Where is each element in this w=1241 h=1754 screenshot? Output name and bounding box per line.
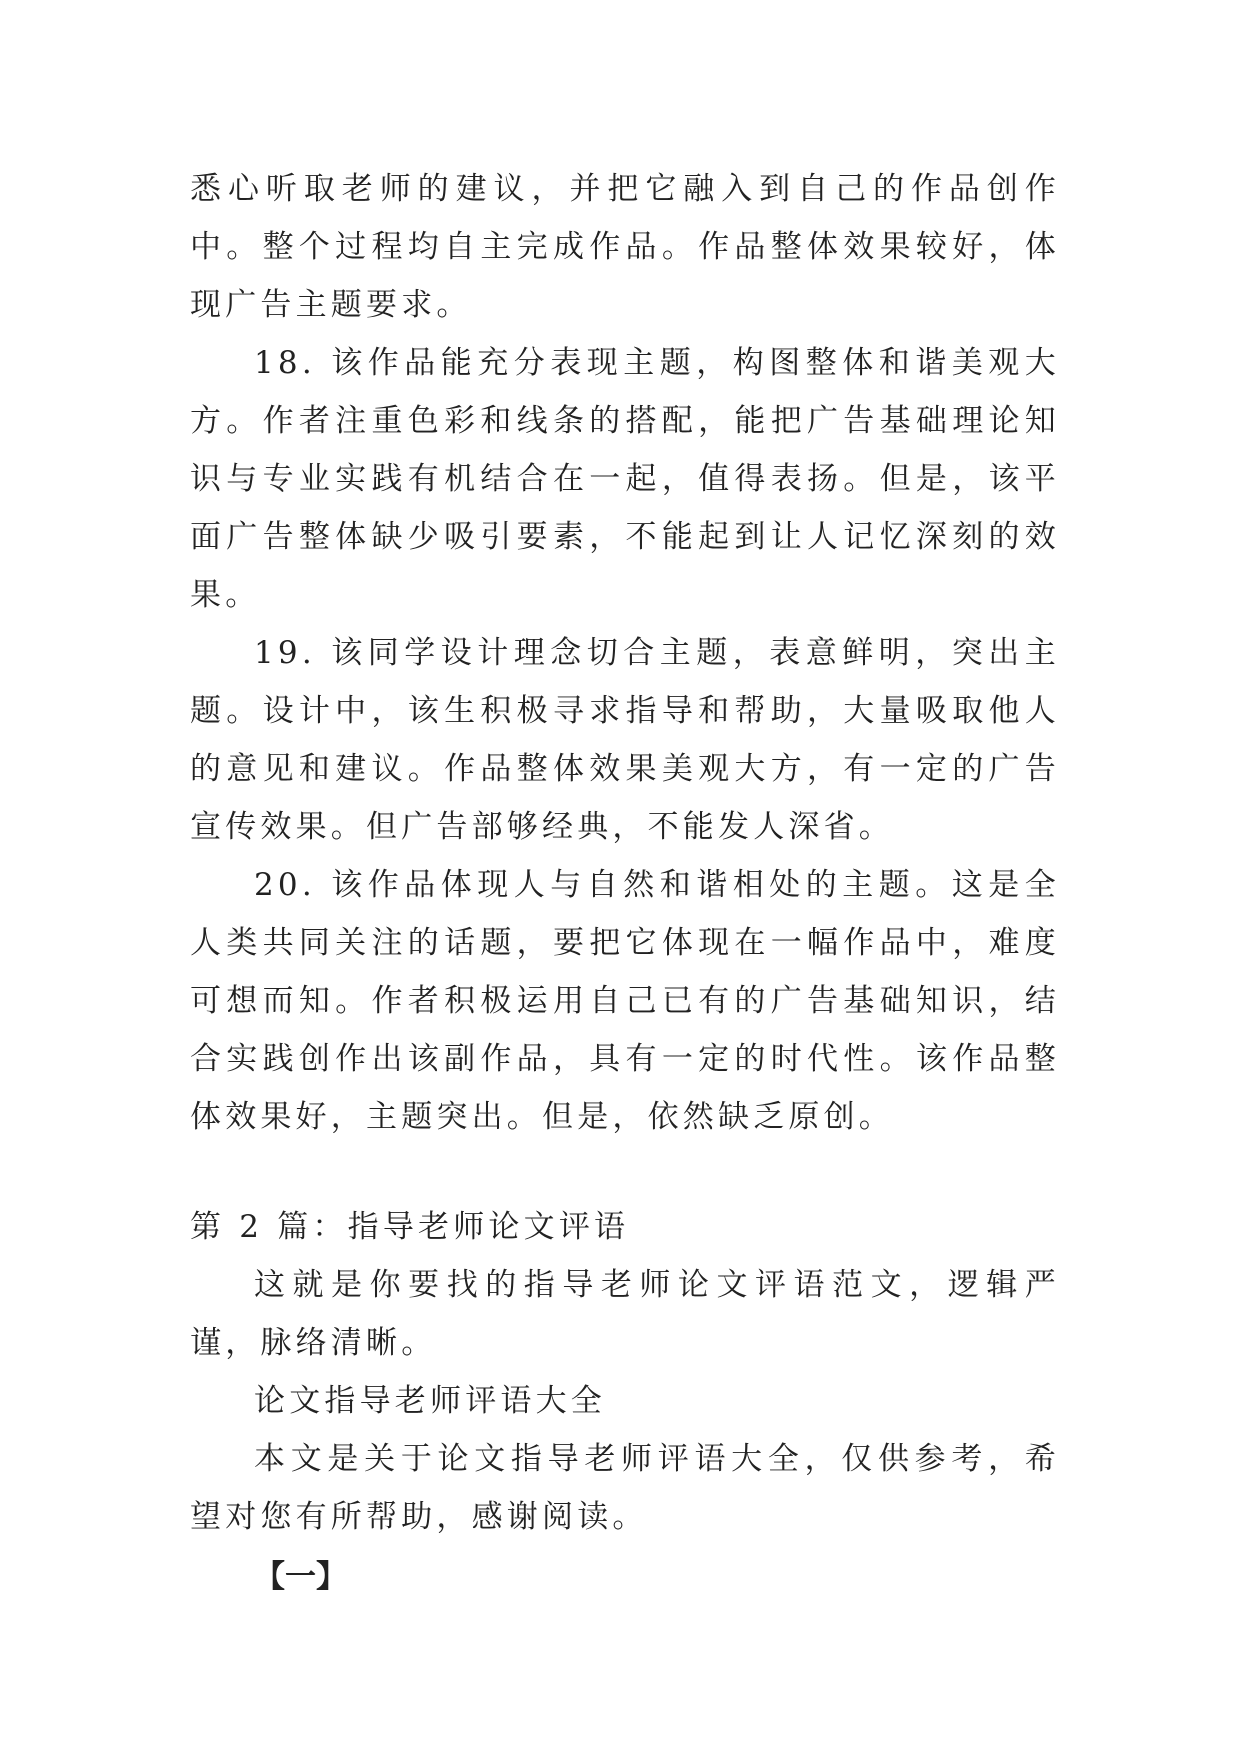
section-subtitle: 论文指导老师评语大全 [254,1383,606,1419]
section-intro-paragraph: 这就是你要找的指导老师论文评语范文，逻辑严谨，脉络清晰。 [190,1267,1060,1361]
paragraph-continued: 悉心听取老师的建议，并把它融入到自己的作品创作中。整个过程均自主完成作品。作品整体效果较好，体现广告主题要求。 [190,171,1060,323]
paragraph-item-19: 19. 该同学设计理念切合主题，表意鲜明，突出主题。设计中，该生积极寻求指导和帮助，大量吸取他人的意见和建议。作品整体效果美观大方，有一定的广告宣传效果。但广告部够经典，不能发人深省。 [190,635,1060,845]
paragraph-item-20: 20. 该作品体现人与自然和谐相处的主题。这是全人类共同关注的话题，要把它体现在一幅作品中，难度可想而知。作者积极运用自己已有的广告基础知识，结合实践创作出该副作品，具有一定的时代性。该作品整体效果好，主题突出。但是，依然缺乏原创。 [190,867,1060,1135]
bracket-label: 【一】 [254,1559,347,1595]
paragraph-item-18: 18. 该作品能充分表现主题，构图整体和谐美观大方。作者注重色彩和线条的搭配，能把广告基础理论知识与专业实践有机结合在一起，值得表扬。但是，该平面广告整体缺少吸引要素，不能起到让人记忆深刻的效果。 [190,345,1060,613]
section-heading: 第 2 篇：指导老师论文评语 [190,1209,630,1245]
document-body [190,160,1060,1606]
section-description-paragraph: 本文是关于论文指导老师评语大全，仅供参考，希望对您有所帮助，感谢阅读。 [190,1441,1060,1535]
